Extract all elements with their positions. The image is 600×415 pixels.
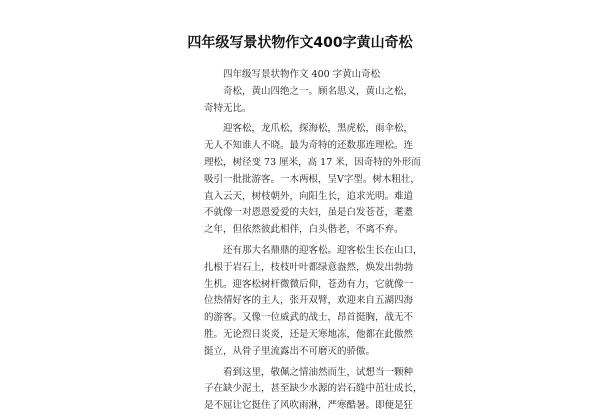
- paragraph-line: 扎根于岩石上，枝枝叶叶都绿意盎然，焕发出勃勃: [204, 261, 414, 273]
- paragraph-line: 吸引一批批游客。一木两根，呈Ⅴ字型。树木粗壮，: [204, 173, 420, 185]
- paragraph-line: 生机。迎客松树杆微微后仰，苍劲有力，它就像一: [204, 278, 414, 290]
- paragraph-line: 挺立，从骨子里流露出不可磨灭的骄傲。: [204, 345, 376, 357]
- paragraph-line: 的游客。又像一位威武的战士，昂首挺胸，战无不: [204, 312, 414, 324]
- paragraph-line: 子在缺少泥土，甚至缺少水源的岩石缝中茁壮成长，: [204, 383, 423, 395]
- paragraph-line: 还有那大名鼎鼎的迎客松。迎客松生长在山口，: [223, 244, 423, 256]
- paragraph-line: 迎客松，龙爪松，探海松，黑虎松，雨伞松，: [223, 123, 414, 135]
- paragraph-1: [204, 84, 414, 118]
- paragraph-line: 理松，树径变 73 厘米，高 17 米，因奇特的外形而: [204, 156, 421, 168]
- paragraph-line: 奇特无比。: [204, 102, 252, 114]
- article-subtitle: 四年级写景状物作文 400 字黄山奇松: [223, 69, 381, 80]
- paragraph-4: [204, 365, 423, 415]
- paragraph-line: 胜。无论烈日炎炎，还是天寒地冻，他都在此傲然: [204, 328, 414, 340]
- paragraph-3: [204, 243, 423, 361]
- paragraph-line: 直入云天，树枝朝外，向阳生长，追求光明。难道: [204, 190, 414, 202]
- paragraph-line: 奇松，黄山四绝之一。顾名思义，黄山之松，: [223, 85, 414, 97]
- paragraph-line: 无人不知谁人不晓。最为奇特的还数那连理松。连: [204, 140, 414, 152]
- paragraph-2: [204, 121, 421, 239]
- paragraph-line: 位热情好客的主人，张开双臂，欢迎来自五湖四海: [204, 295, 414, 307]
- paragraph-line: 之年，但依然彼此相伴，白头偕老，不离不弃。: [204, 224, 404, 236]
- paragraph-line: 看到这里，敬佩之情油然而生，试想当一颗种: [223, 366, 414, 378]
- paragraph-line: 是不屈让它挺住了风吹雨淋，严寒酷暑。即便是狂: [204, 400, 414, 412]
- paragraph-line: 不就像一对恩恩爱爱的夫妇，虽是白发苍苍，耄耋: [204, 207, 414, 219]
- article-body: [204, 67, 423, 415]
- page-title: 四年级写景状物作文400字黄山奇松: [187, 35, 413, 51]
